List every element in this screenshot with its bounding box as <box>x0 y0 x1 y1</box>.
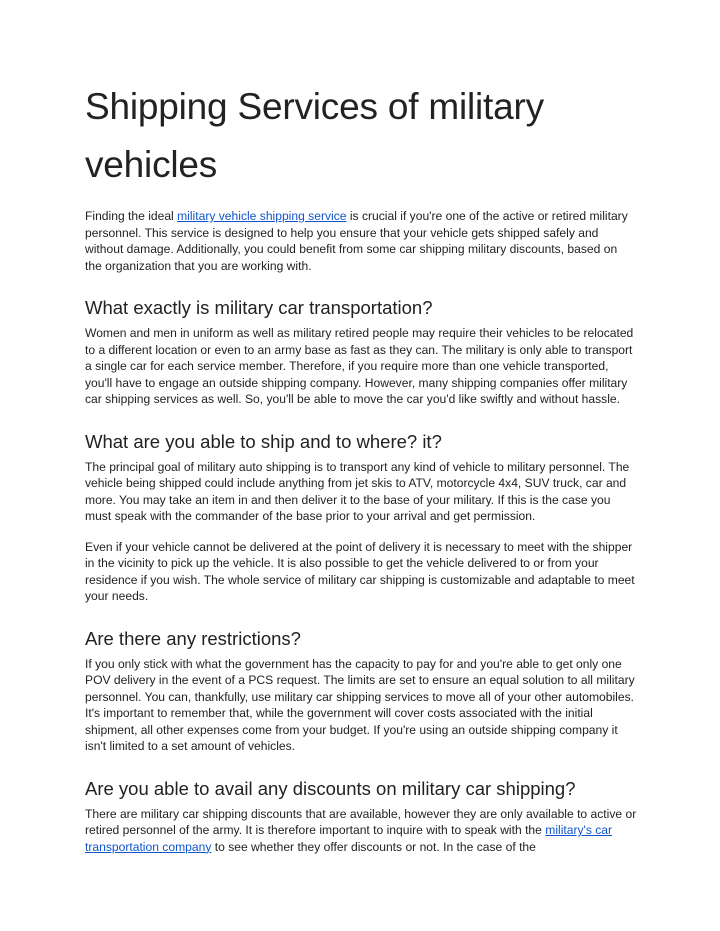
section-heading-restrictions: Are there any restrictions? <box>85 627 301 649</box>
document-page <box>85 78 637 855</box>
section-heading-ship-where: What are you able to ship and to where? it? <box>85 430 442 452</box>
military-vehicle-shipping-link[interactable]: military vehicle shipping service <box>177 209 347 223</box>
discounts-text-before: There are military car shipping discounts that are available, however they are only available to active or retired personnel of the army. It is therefore important to inquire with to speak with the <box>85 806 637 837</box>
section-paragraph: If you only stick with what the government has the capacity to pay for and you're able to get only one POV delivery in the event of a PCS request. The limits are set to ensure an equal solution to all military personnel. You can, thankfully, use military car shipping services to move all of your other automobiles. It's important to remember that, while the government will cover costs associated with the initial shipment, all other expenses come from your budget. If you're using an outside shipping company it isn't limited to a set amount of vehicles. <box>85 656 635 753</box>
section-paragraph: Women and men in uniform as well as military retired people may require their vehicles to be relocated to a different location or even to an army base as fast as they can. The military is only able to transport a single car for each service member. Therefore, if you require more than one vehicle transported, you'll have to engage an outside shipping company. However, many shipping companies offer military car shipping services as well. So, you'll be able to move the car you'd like swiftly and without hassle. <box>85 326 634 406</box>
car-transportation-company-link[interactable]: military's car transportation company <box>85 823 613 854</box>
section-paragraph: Even if your vehicle cannot be delivered at the point of delivery it is necessary to meet with the shipper in the vicinity to pick up the vehicle. It is also possible to get the vehicle delivered to or from your residence if you wish. The whole service of military car shipping is customizable and adaptable to meet your needs. <box>85 539 635 603</box>
intro-paragraph <box>85 208 637 274</box>
section-heading-transportation: What exactly is military car transportation? <box>85 297 433 318</box>
section-paragraph: The principal goal of military auto shipping is to transport any kind of vehicle to military personnel. The vehicle being shipped could include anything from jet skis to ATV, motorcycle 4x4, SUV truck, car and more. You may take an item in and then deliver it to the base of your military. If this is the case you must speak with the commander of the base prior to your arrival and get permission. <box>85 459 630 523</box>
discounts-text-after: to see whether they offer discounts or not. In the case of the <box>211 839 536 854</box>
page-title: Shipping Services of military vehicles <box>85 86 544 185</box>
section-heading-discounts: Are you able to avail any discounts on military car shipping? <box>85 777 576 799</box>
intro-text-after: is crucial if you're one of the active or retired military personnel. This service is designed to help you ensure that your vehicle gets shipped safely and without damage. Additionally, you could benefit from some car shipping military discounts, based on the organization that you are working with. <box>85 209 628 273</box>
intro-text-before: Finding the ideal <box>85 209 178 223</box>
discounts-paragraph <box>85 806 637 856</box>
